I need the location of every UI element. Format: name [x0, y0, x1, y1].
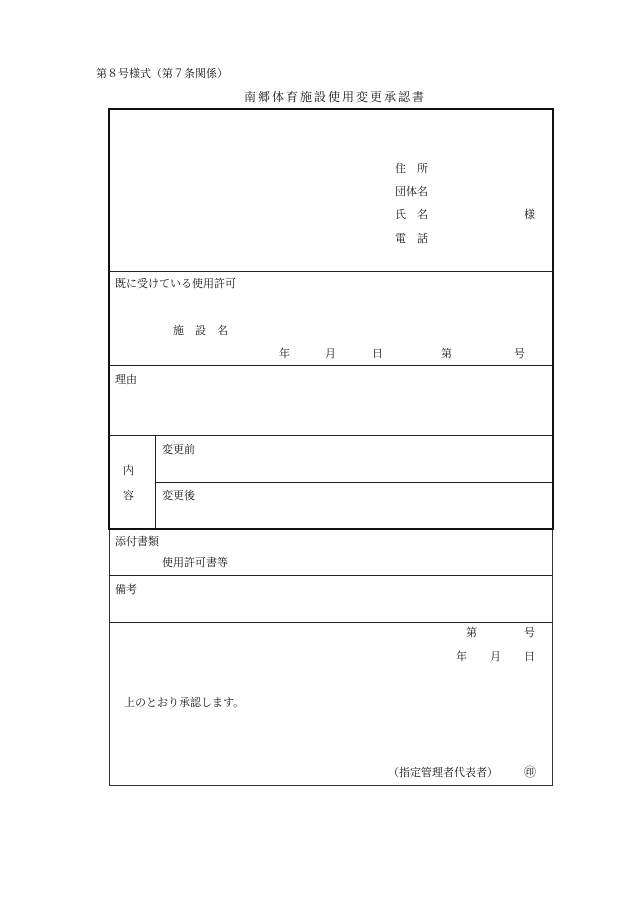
divider-reason	[109, 435, 553, 436]
approval-signer: （指定管理者代表者）	[388, 766, 498, 779]
remarks-label: 備考	[115, 583, 137, 596]
approval-number-suffix: 号	[524, 626, 535, 639]
address-label: 住 所	[395, 162, 428, 175]
attachments-label: 添付書類	[115, 535, 159, 548]
form-number: 第８号様式（第７条関係）	[96, 67, 228, 80]
reason-label: 理由	[115, 373, 137, 386]
facility-name-label: 施 設 名	[173, 324, 228, 337]
divider-permit	[109, 365, 553, 366]
divider-remarks	[109, 622, 553, 623]
name-label: 氏 名	[395, 208, 428, 221]
approval-year-label: 年	[456, 650, 467, 663]
permit-month-label: 月	[325, 347, 336, 360]
divider-attachments	[109, 575, 553, 576]
approval-number-prefix: 第	[466, 626, 477, 639]
after-change-label: 変更後	[162, 489, 195, 502]
approval-day-label: 日	[524, 650, 535, 663]
existing-permit-heading: 既に受けている使用許可	[115, 277, 236, 290]
group-name-label: 団体名	[395, 185, 428, 198]
content-label-bottom: 容	[123, 489, 134, 502]
seal-mark: ㊞	[524, 765, 537, 779]
approval-statement: 上のとおり承認します。	[124, 696, 245, 709]
approval-month-label: 月	[490, 650, 501, 663]
before-change-label: 変更前	[162, 443, 195, 456]
honorific: 様	[524, 208, 535, 221]
divider-applicant	[109, 271, 553, 272]
document-title: 南郷体育施設使用変更承認書	[244, 90, 427, 104]
permit-year-label: 年	[279, 347, 290, 360]
permit-number-prefix: 第	[441, 347, 452, 360]
content-label-top: 内	[123, 464, 134, 477]
form-main-frame	[108, 108, 554, 530]
phone-label: 電 話	[395, 232, 428, 245]
divider-before-after	[155, 482, 553, 483]
attachments-item: 使用許可書等	[162, 556, 228, 569]
permit-number-suffix: 号	[514, 347, 525, 360]
permit-day-label: 日	[372, 347, 383, 360]
